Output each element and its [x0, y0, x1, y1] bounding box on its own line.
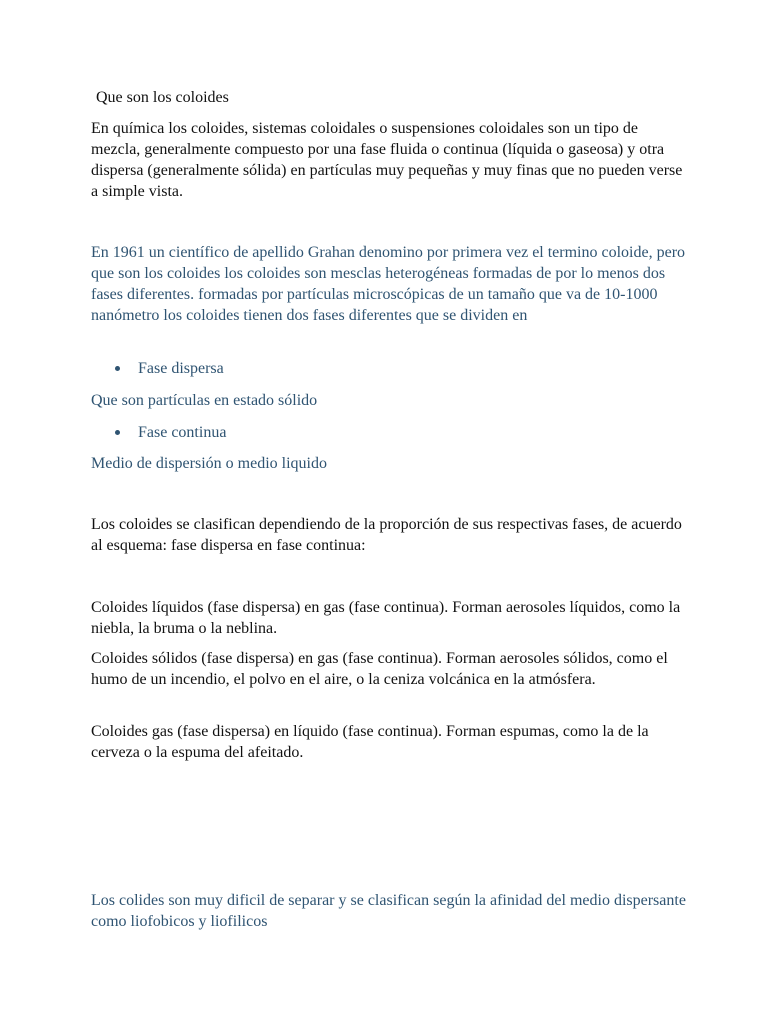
history-paragraph: En 1961 un científico de apellido Grahan denomino por primera vez el termino coloide, pero que son los coloides los coloides son mesclas heterogéneas formadas de por lo menos dos fases diferentes. formadas por partículas microscópicas de un tamaño que va de 10-1000 nanómetro los coloides tienen dos fases diferentes que se dividen en: [91, 244, 686, 324]
example-paragraph: Coloides líquidos (fase dispersa) en gas (fase continua). Forman aerosoles líquidos, como la niebla, la bruma o la neblina.: [91, 599, 681, 637]
bullet-label: Fase continua: [138, 424, 227, 441]
classification-intro-paragraph: Los coloides se clasifican dependiendo de la proporción de sus respectivas fases, de acuerdo al esquema: fase dispersa en fase continua:: [91, 516, 682, 554]
intro-paragraph: En química los coloides, sistemas coloidales o suspensiones coloidales son un tipo de mezcla, generalmente compuesto por una fase fluida o continua (líquida o gaseosa) y otra dispersa (generalmente sólida) en partículas muy pequeñas y muy finas que no pueden verse a simple vista.: [91, 120, 683, 200]
bullet-icon: [115, 366, 120, 371]
bullet-description: Medio de dispersión o medio liquido: [91, 455, 327, 472]
bullet-description: Que son partículas en estado sólido: [91, 392, 318, 409]
example-paragraph: Coloides sólidos (fase dispersa) en gas (fase continua). Forman aerosoles sólidos, como el humo de un incendio, el polvo en el aire, o la ceniza volcánica en la atmósfera.: [91, 650, 668, 688]
example-paragraph: Coloides gas (fase dispersa) en líquido (fase continua). Forman espumas, como la de la cerveza o la espuma del afeitado.: [91, 723, 649, 761]
closing-paragraph: Los colides son muy dificil de separar y se clasifican según la afinidad del medio dispersante como liofobicos y liofilicos: [91, 892, 686, 930]
bullet-icon: [115, 430, 120, 435]
bullet-label: Fase dispersa: [138, 360, 224, 377]
document-title: Que son los coloides: [96, 89, 229, 106]
